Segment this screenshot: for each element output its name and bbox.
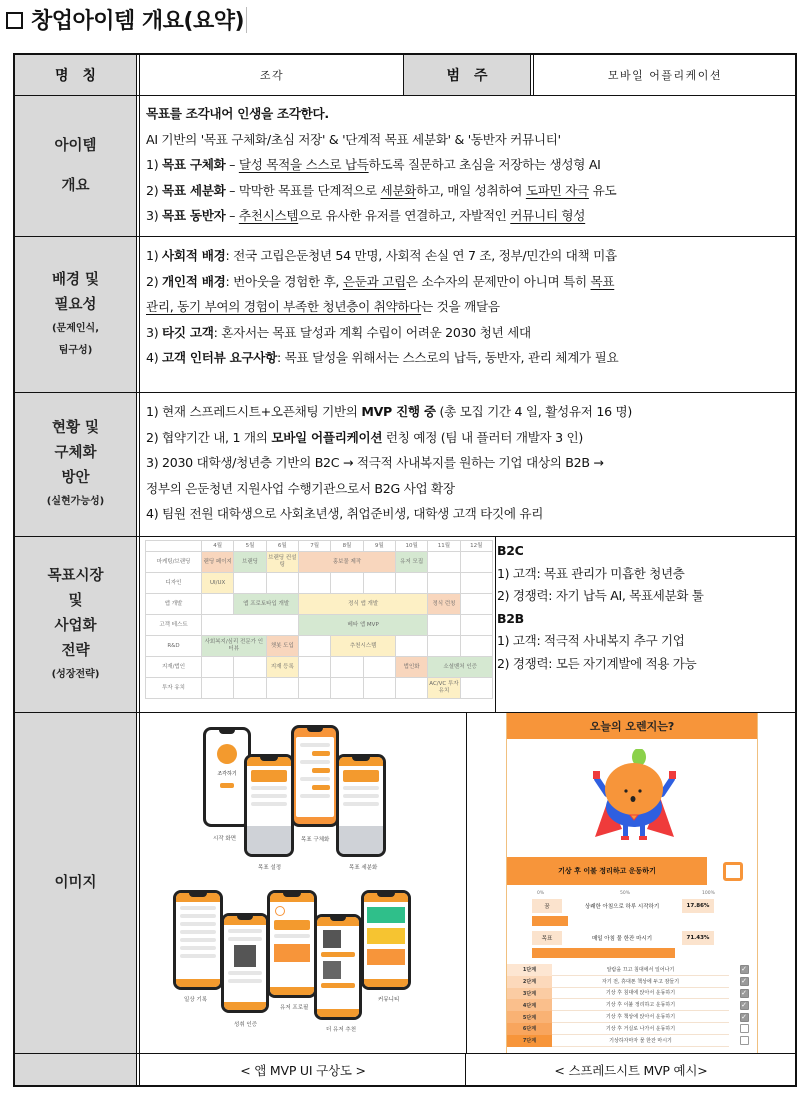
gantt-task-bar: 유저 모집: [395, 552, 427, 573]
b2c-line: 1) 고객: 목표 관리가 미흡한 청년층: [497, 565, 685, 581]
app-mockup-image: [141, 713, 466, 1053]
item-bold: MVP 진행 중: [361, 404, 436, 419]
step-text: 자기 전, 휴대폰 책상에 두고 잠들기: [552, 976, 729, 988]
task-checkbox[interactable]: [723, 862, 743, 881]
status-label-line: 현황 및: [51, 420, 100, 436]
gantt-task-bar: 브랜딩 컨설팅: [266, 552, 298, 573]
gantt-month-header: 7월: [298, 541, 330, 552]
gantt-empty-cell: [460, 573, 492, 594]
b2b-heading: B2B: [497, 610, 524, 626]
market-row: [15, 537, 795, 713]
background-item: [141, 345, 795, 371]
mockup-label: 성취 인증: [234, 1022, 258, 1028]
item-underlined: 은둔과 고립: [342, 273, 406, 289]
step-number: 1단계: [507, 964, 552, 976]
gantt-row: [146, 573, 493, 594]
gantt-empty-cell: [363, 678, 395, 699]
checked-checkbox-icon[interactable]: ✓: [741, 965, 747, 974]
status-item: [141, 399, 795, 425]
overview-summary: AI 기반의 '목표 구체화/초심 저장' & '단계적 목표 세분화' & '동반자 커뮤니티': [146, 131, 561, 147]
background-content: [141, 237, 795, 392]
status-row: [15, 393, 795, 537]
background-label-cell: [15, 237, 137, 392]
gantt-task-bar: 랜딩 페이지: [202, 552, 234, 573]
column-divider: [466, 713, 467, 1053]
gantt-empty-cell: [234, 678, 266, 699]
name-label-cell: [15, 55, 137, 95]
checkbox-bullet-icon: [6, 12, 23, 29]
item-term: 고객 인터뷰 요구사항: [162, 350, 277, 365]
background-label-line: 필요성: [54, 296, 97, 313]
name-label: 명칭: [54, 68, 111, 84]
item-term: 타깃 고객: [162, 324, 214, 340]
checked-checkbox-icon[interactable]: ✓: [741, 1012, 747, 1021]
status-label-line: 구체화: [54, 445, 97, 461]
gantt-empty-cell: [234, 657, 266, 678]
item-mid: 하고, 매일 성취하여: [416, 182, 526, 198]
gantt-task-bar: UI/UX: [202, 573, 234, 594]
item-pre: 1) 현재 스프레드시트+오픈채팅 기반의: [146, 404, 362, 419]
splash-text: 조각하기: [217, 771, 237, 777]
overview-content: [141, 96, 795, 236]
item-term: 목표 동반자: [162, 208, 226, 223]
gantt-task-bar: 브랜딩: [234, 552, 266, 573]
text-cursor: [246, 7, 247, 33]
gantt-row: [146, 615, 493, 636]
step-number: 6단계: [507, 1023, 552, 1035]
overview-label-line: 아이템: [54, 138, 97, 154]
step-list: [507, 964, 759, 1047]
gantt-month-header: 6월: [266, 541, 298, 552]
item-mid: 으로 유사한 유저를 연결하고, 자발적인: [298, 208, 511, 223]
mockup-label: 일상 기록: [184, 997, 208, 1003]
phone-mockup-daily-log: [173, 890, 223, 990]
phone-mockup-recommend: [314, 914, 362, 1020]
phone-mockup-goal-setting: [244, 754, 294, 857]
item-dash: –: [225, 208, 239, 223]
step-check-cell: [729, 1011, 759, 1023]
gantt-task-bar: 앱 프로토타입 개발: [234, 594, 299, 615]
item-pre: 2) 협약기간 내, 1 개의: [146, 429, 272, 445]
step-number: 5단계: [507, 1011, 552, 1023]
step-row: [507, 999, 759, 1011]
step-row: [507, 964, 759, 976]
gantt-month-header: 12월: [460, 541, 492, 552]
item-text: : 전국 고립은둔청년 54 만명, 사회적 손실 연 7 조, 정부/민간의 대책 미흡: [225, 248, 617, 263]
goal-row-dream: [532, 899, 714, 913]
gantt-row-label: 앱 개발: [146, 594, 202, 615]
goal-text: 상쾌한 아침으로 하루 시작하기: [562, 899, 682, 913]
overview-label-cell: [15, 96, 137, 236]
unchecked-checkbox-icon[interactable]: [740, 1024, 749, 1033]
mockup-label: 목표 세분화: [349, 865, 378, 871]
gantt-empty-cell: [202, 594, 234, 615]
phone-mockup-goal-breakdown: [336, 754, 386, 857]
mockup-label: 목표 설정: [258, 865, 282, 871]
header-content: [141, 55, 795, 95]
phone-mockup-achievement: [221, 913, 269, 1013]
spreadsheet-frame: [506, 713, 758, 1053]
double-border: [137, 713, 140, 1053]
item-underlined: 커뮤니티 형성: [510, 208, 586, 223]
market-content: [141, 537, 795, 712]
gantt-empty-cell: [331, 678, 363, 699]
overview-label-line: 개요: [61, 178, 90, 194]
gantt-empty-cell: [298, 657, 330, 678]
gantt-month-header: 10월: [395, 541, 427, 552]
goal-text: 매일 아침 물 한잔 마시기: [562, 931, 682, 945]
goal-progress-bar: [532, 948, 675, 958]
step-number: 7단계: [507, 1035, 552, 1047]
step-row: [507, 1011, 759, 1023]
item-num: 2): [146, 182, 163, 198]
double-border: [531, 55, 534, 95]
step-number: 2단계: [507, 976, 552, 988]
step-check-cell: [729, 976, 759, 988]
headline-text: 목표를 조각내어 인생을 조각한다.: [146, 106, 329, 121]
gantt-task-bar: 챗봇 도입: [266, 636, 298, 657]
item-term: 개인적 배경: [162, 273, 226, 289]
caption-content: [141, 1054, 795, 1085]
background-label-sub: 팀구성): [58, 344, 93, 356]
item-underlined: 도파민 자극: [525, 182, 589, 198]
gantt-row-label: 투자 유치: [146, 678, 202, 699]
checked-checkbox-icon[interactable]: ✓: [741, 1000, 747, 1009]
goal-tag: 목표: [541, 936, 553, 942]
item-underlined: 세분화: [380, 182, 417, 198]
step-row: [507, 988, 759, 1000]
gantt-task-bar: 법인화: [395, 657, 427, 678]
double-border: [137, 55, 140, 95]
gantt-empty-cell: [266, 573, 298, 594]
roadmap-gantt-chart: [145, 540, 493, 699]
status-item: [141, 425, 795, 451]
gantt-task-bar: 베타 앱 MVP: [298, 615, 427, 636]
item-num: 2): [146, 273, 163, 289]
scale-tick: 50%: [620, 891, 631, 896]
header-row: [15, 55, 795, 96]
gantt-empty-cell: [428, 573, 460, 594]
category-value: 모바일 어플리케이션: [607, 69, 723, 82]
scale-tick: 100%: [702, 891, 715, 896]
background-label-line: 배경 및: [51, 271, 100, 288]
gantt-empty-cell: [298, 573, 330, 594]
gantt-table: [145, 540, 493, 699]
step-check-cell: [729, 964, 759, 976]
background-label-sub: (문제인식,: [51, 322, 99, 334]
today-task: 기상 후 이불 정리하고 운동하기: [507, 857, 707, 885]
gantt-empty-cell: [428, 636, 460, 657]
step-text: 알람을 끄고 침대에서 일어나기: [552, 964, 729, 976]
item-pre: 막막한 목표를 단계적으로: [238, 182, 381, 198]
unchecked-checkbox-icon[interactable]: [740, 1036, 749, 1045]
overview-headline: [141, 101, 795, 127]
gantt-empty-cell: [460, 678, 492, 699]
gantt-task-bar: 소셜벤처 인증: [428, 657, 493, 678]
status-content: [141, 393, 795, 536]
item-num: 1): [146, 248, 163, 263]
step-number: 4단계: [507, 999, 552, 1011]
background-row: [15, 237, 795, 393]
item-text: : 번아웃을 경험한 후,: [225, 273, 343, 289]
status-label-sub: (실현가능성): [46, 496, 105, 507]
status-label-cell: [15, 393, 137, 536]
gantt-row: [146, 657, 493, 678]
background-item: [141, 243, 795, 269]
goal-percent: 71.43%: [686, 935, 710, 941]
step-check-cell: [729, 999, 759, 1011]
scale-tick: 0%: [537, 891, 545, 896]
images-row: [15, 713, 795, 1054]
gantt-month-header: 4월: [202, 541, 234, 552]
market-label-line: 전략: [61, 642, 90, 659]
step-number: 3단계: [507, 988, 552, 1000]
double-border: [137, 237, 140, 392]
business-model-list: [497, 540, 704, 675]
images-label: 이미지: [54, 874, 97, 891]
status-label-line: 방안: [61, 470, 90, 486]
mockup-label: 더 유저 추천: [326, 1027, 357, 1033]
item-num: 3): [146, 324, 163, 340]
gantt-empty-cell: [363, 573, 395, 594]
gantt-empty-cell: [266, 678, 298, 699]
gantt-empty-cell: [460, 594, 492, 615]
gantt-empty-cell: [202, 678, 234, 699]
item-underlined: 달성 목적을 스스로 납득: [238, 157, 369, 172]
item-dash: –: [225, 182, 239, 198]
goal-row-target: [532, 931, 714, 945]
item-name-value: 조각: [259, 69, 285, 82]
gantt-empty-cell: [460, 636, 492, 657]
gantt-empty-cell: [460, 615, 492, 636]
gantt-task-bar: 추천시스템: [331, 636, 396, 657]
checked-checkbox-icon[interactable]: ✓: [741, 977, 747, 986]
mockup-label: 목표 구체화: [301, 837, 330, 843]
page-title-text: 창업아이템 개요(요약): [31, 9, 245, 34]
gantt-task-bar: 지재 등록: [266, 657, 298, 678]
item-num: 3): [146, 208, 163, 223]
gantt-empty-cell: [202, 615, 299, 636]
double-border: [137, 537, 140, 712]
gantt-row-label: 마케팅/브랜딩: [146, 552, 202, 573]
status-item-cont: 정부의 은둔청년 지원사업 수행기관으로서 B2G 사업 확장: [146, 480, 455, 496]
gantt-empty-cell: [234, 573, 266, 594]
item-rest: 유도: [588, 182, 617, 198]
market-label-line: 사업화: [54, 617, 97, 634]
market-label-line: 목표시장: [47, 567, 104, 584]
gantt-corner: [146, 541, 202, 552]
item-underlined: 추천시스템: [238, 208, 299, 223]
checked-checkbox-icon[interactable]: ✓: [741, 988, 747, 997]
caption-row: [15, 1054, 795, 1085]
gantt-empty-cell: [363, 657, 395, 678]
step-check-cell: [729, 988, 759, 1000]
item-rest: 런칭 예정 (팀 내 플러터 개발자 3 인): [382, 429, 584, 445]
overview-item: [141, 203, 795, 229]
phone-mockup-community: [361, 890, 411, 990]
gantt-month-header: 11월: [428, 541, 460, 552]
step-text: 기상 후 책상에 앉아서 운동하기: [552, 1011, 729, 1023]
orange-logo-icon: [217, 744, 237, 764]
step-row: [507, 976, 759, 988]
phone-mockup-chat: [291, 725, 339, 827]
gantt-empty-cell: [395, 636, 427, 657]
gantt-task-bar: 정식 런칭: [428, 594, 460, 615]
page-title: [6, 4, 247, 35]
item-rest: 하도록 질문하고 초심을 저장하는 생성형 AI: [368, 157, 601, 172]
gantt-empty-cell: [428, 615, 460, 636]
background-item: [141, 320, 795, 346]
double-border: [137, 96, 140, 236]
market-label-sub: (성장전략): [51, 668, 100, 680]
b2b-line: 2) 경쟁력: 모든 자기계발에 적용 가능: [497, 655, 697, 671]
b2c-heading: B2C: [497, 543, 524, 558]
images-label-cell: [15, 713, 137, 1053]
gantt-empty-cell: [202, 657, 234, 678]
column-divider: [495, 537, 496, 712]
market-label-line: 및: [68, 592, 83, 609]
item-underlined: 관리, 동기 부여의 경험이 부족한 청년층이 취약하다: [146, 299, 422, 314]
gantt-task-bar: AC/VC 투자 유치: [428, 678, 460, 699]
summary-table: [13, 53, 797, 1087]
item-term: 목표 구체화: [162, 157, 226, 172]
gantt-row: [146, 594, 493, 615]
goal-progress-bar: [532, 916, 568, 926]
gantt-task-bar: 사회복지/심리 전문가 인터뷰: [202, 636, 267, 657]
item-text: : 목표 달성을 위해서는 스스로의 납득, 동반자, 관리 체계가 필요: [277, 350, 619, 365]
gantt-task-bar: 홍보물 제작: [298, 552, 395, 573]
gantt-empty-cell: [428, 552, 460, 573]
gantt-row: [146, 552, 493, 573]
gantt-empty-cell: [331, 573, 363, 594]
step-check-cell: [729, 1023, 759, 1035]
spreadsheet-caption: < 스프레드시트 MVP 예시>: [554, 1062, 708, 1078]
gantt-empty-cell: [331, 657, 363, 678]
b2b-line: 1) 고객: 적극적 사내복지 추구 기업: [497, 633, 685, 648]
mockup-label: 커뮤니티: [378, 997, 400, 1003]
background-item: [141, 269, 795, 295]
mockup-label: 유저 프로필: [280, 1005, 309, 1011]
gantt-empty-cell: [395, 678, 427, 699]
item-text: : 혼자서는 목표 달성과 계획 수립이 어려운 2030 청년 세대: [213, 324, 531, 340]
item-mid: 은 소수자의 문제만이 아니며 특히: [405, 273, 591, 289]
step-text: 기상하자마자 물 한잔 마시기: [552, 1035, 729, 1047]
gantt-row-label: R&D: [146, 636, 202, 657]
images-content: [141, 713, 795, 1053]
step-row: [507, 1023, 759, 1035]
app-mockup-caption: < 앱 MVP UI 구상도 >: [141, 1054, 466, 1085]
item-rest: 는 것을 깨달음: [421, 299, 500, 314]
double-border: [137, 393, 140, 536]
gantt-row-label: 고객 테스트: [146, 615, 202, 636]
step-check-cell: [729, 1035, 759, 1047]
item-rest: (총 모집 기간 4 일, 활성유저 16 명): [435, 404, 632, 419]
caption-label-cell: [15, 1054, 137, 1085]
gantt-row-label: 디자인: [146, 573, 202, 594]
market-label-cell: [15, 537, 137, 712]
step-text: 기상 후 거실로 나가서 운동하기: [552, 1023, 729, 1035]
overview-item: [141, 178, 795, 204]
item-bold: 모바일 어플리케이션: [271, 429, 383, 445]
category-label-cell: [403, 55, 531, 95]
overview-item: [141, 152, 795, 178]
item-term: 목표 세분화: [162, 182, 226, 198]
item-dash: –: [225, 157, 239, 172]
phone-mockup-profile: [267, 890, 317, 998]
step-text: 기상 후 이불 정리하고 운동하기: [552, 999, 729, 1011]
overview-row: [15, 96, 795, 237]
gantt-row: [146, 678, 493, 699]
gantt-month-header: 5월: [234, 541, 266, 552]
mockup-label: 시작 화면: [213, 836, 237, 842]
gantt-empty-cell: [298, 636, 330, 657]
step-text: 기상 후 침대에 앉아서 운동하기: [552, 988, 729, 1000]
status-item: 4) 팀원 전원 대학생으로 사회초년생, 취업준비생, 대학생 고객 타깃에 유리: [146, 506, 544, 521]
category-label: 범주: [446, 68, 502, 84]
spreadsheet-title: 오늘의 오렌지는?: [507, 713, 757, 739]
orange-superhero-mascot-icon: [587, 749, 682, 849]
item-underlined: 목표: [590, 273, 615, 289]
gantt-empty-cell: [460, 552, 492, 573]
status-item: 3) 2030 대학생/청년층 기반의 B2C → 적극적 사내복지를 원하는 기업 대상의 B2B →: [146, 455, 604, 470]
goal-percent: 17.86%: [686, 903, 710, 909]
gantt-month-header: 8월: [331, 541, 363, 552]
gantt-empty-cell: [395, 573, 427, 594]
gantt-row-label: 지재/법인: [146, 657, 202, 678]
item-num: 4): [146, 350, 163, 365]
gantt-month-header: 9월: [363, 541, 395, 552]
item-term: 사회적 배경: [162, 248, 226, 263]
gantt-task-bar: 정식 앱 개발: [298, 594, 427, 615]
b2c-line: 2) 경쟁력: 자기 납득 AI, 목표세분화 툴: [497, 588, 704, 603]
double-border: [137, 1054, 140, 1085]
goal-tag: 꿈: [544, 904, 550, 910]
spreadsheet-mvp-image: [497, 713, 782, 1053]
step-row: [507, 1035, 759, 1047]
gantt-empty-cell: [298, 678, 330, 699]
item-num: 1): [146, 157, 163, 172]
background-item-cont: [141, 294, 795, 320]
gantt-row: [146, 636, 493, 657]
